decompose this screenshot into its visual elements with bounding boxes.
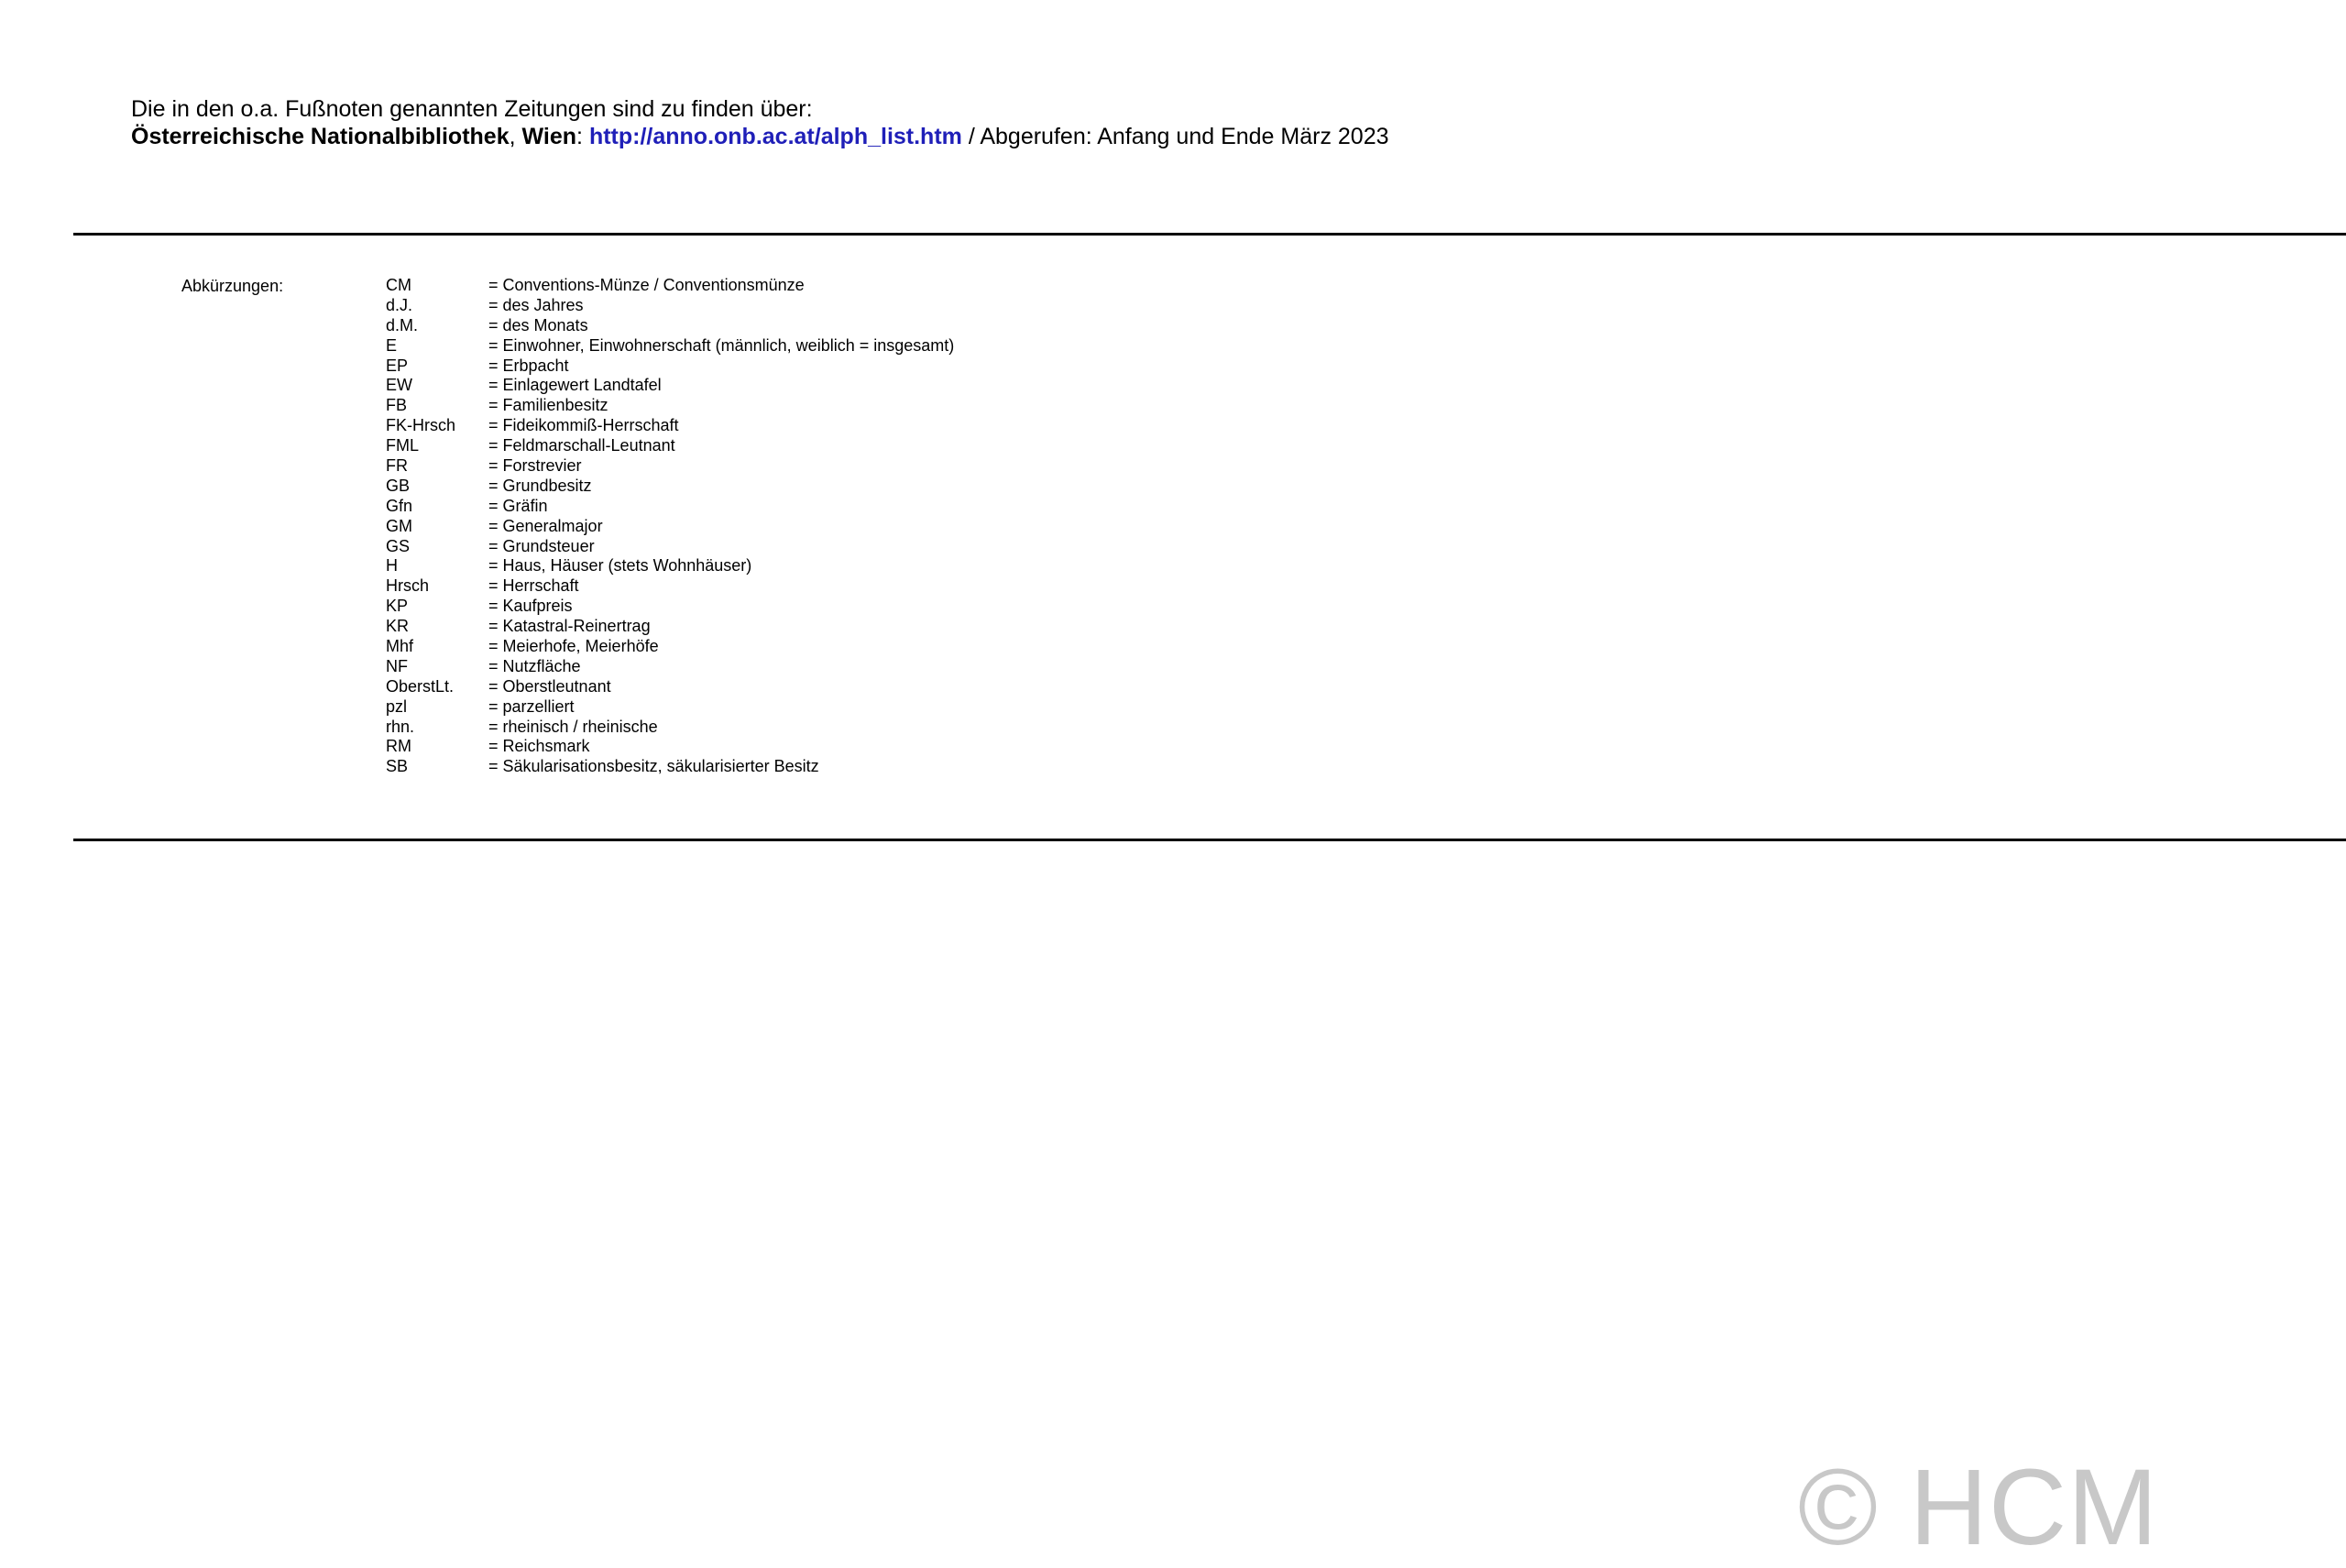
abbreviation-description: = Katastral-Reinertrag: [488, 617, 651, 636]
abbreviation-code: FML: [386, 436, 419, 455]
abbreviation-description: = Conventions-Münze / Conventionsmünze: [488, 276, 805, 294]
abbreviation-code: d.M.: [386, 315, 419, 334]
abbreviation-row: [386, 276, 954, 296]
abbreviation-code: EW: [386, 376, 412, 395]
abbreviation-description: = Oberstleutnant: [488, 676, 611, 696]
separator-colon: :: [576, 124, 589, 149]
abbreviation-code: GS: [386, 536, 411, 555]
abbreviation-description: = Säkularisationsbesitz, säkularisierter Besitz: [488, 757, 819, 776]
abbreviation-row: [386, 697, 954, 718]
abbreviation-row: [386, 497, 954, 517]
abbreviation-code: GB: [386, 476, 411, 495]
abbreviation-code: KR: [386, 617, 410, 636]
abbreviation-row: [386, 757, 954, 777]
abbreviation-row: [386, 396, 954, 416]
abbreviation-code: Hrsch: [386, 576, 430, 596]
abbreviation-row: [386, 677, 954, 697]
abbreviation-row: [386, 517, 954, 537]
copyright-watermark: © HCM: [1798, 1447, 2159, 1568]
institution-city: Wien: [521, 124, 577, 149]
abbreviation-code: GM: [386, 516, 412, 535]
abbreviation-code: FK-Hrsch: [386, 416, 455, 435]
abbreviation-description: = Haus, Häuser (stets Wohnhäuser): [488, 556, 752, 576]
abbreviation-code: SB: [386, 757, 409, 776]
abbreviation-code: FR: [386, 456, 408, 476]
abbreviation-code: pzl: [386, 696, 408, 716]
abbreviation-row: [386, 637, 954, 657]
abbreviation-code: EP: [386, 356, 409, 375]
abbreviation-description: = Herrschaft: [488, 576, 579, 596]
abbreviation-row: [386, 556, 954, 576]
retrieval-date: / Abgerufen: Anfang und Ende März 2023: [961, 124, 1389, 149]
sources-note: [131, 95, 1389, 150]
abbreviation-row: [386, 737, 954, 757]
abbreviation-description: = Einlagewert Landtafel: [488, 376, 662, 395]
abbreviation-row: [386, 376, 954, 396]
abbreviation-row: [386, 316, 954, 336]
abbreviation-description: = Grundsteuer: [488, 536, 595, 555]
abbreviation-description: = Familienbesitz: [488, 396, 608, 415]
sources-reference: [131, 123, 1389, 150]
institution-name: Österreichische Nationalbibliothek: [131, 124, 510, 149]
sources-intro: Die in den o.a. Fußnoten genannten Zeitungen sind zu finden über:: [131, 96, 813, 122]
abbreviation-row: [386, 296, 954, 316]
abbreviation-code: H: [386, 556, 398, 576]
abbreviation-description: = Meierhofe, Meierhöfe: [488, 637, 659, 656]
abbreviation-description: = des Monats: [488, 315, 588, 334]
abbreviation-row: [386, 537, 954, 557]
abbreviation-row: [386, 657, 954, 677]
separator-comma: ,: [509, 124, 522, 149]
abbreviation-row: [386, 356, 954, 377]
abbreviation-row: [386, 718, 954, 738]
abbreviation-code: RM: [386, 737, 411, 756]
abbreviation-row: [386, 416, 954, 436]
abbreviation-description: = Kaufpreis: [488, 597, 573, 616]
abbreviations-list: [386, 276, 954, 777]
abbreviation-description: = Erbpacht: [488, 356, 569, 375]
abbreviation-row: [386, 456, 954, 477]
abbreviation-description: = Nutzfläche: [488, 656, 581, 675]
abbreviation-description: = Feldmarschall-Leutnant: [488, 436, 675, 455]
abbreviation-description: = Generalmajor: [488, 516, 603, 535]
abbreviation-code: CM: [386, 276, 411, 294]
abbreviation-description: = Reichsmark: [488, 737, 590, 756]
abbreviations-label: Abkürzungen:: [181, 277, 284, 295]
abbreviation-description: = Einwohner, Einwohnerschaft (männlich, weiblich = insgesamt): [488, 335, 955, 355]
abbreviation-code: E: [386, 335, 398, 355]
abbreviation-description: = Grundbesitz: [488, 476, 592, 495]
abbreviation-code: d.J.: [386, 295, 413, 314]
abbreviation-row: [386, 477, 954, 497]
abbreviation-description: = parzelliert: [488, 696, 575, 716]
abbreviation-row: [386, 576, 954, 597]
abbreviation-description: = des Jahres: [488, 295, 584, 314]
abbreviation-code: rhn.: [386, 717, 415, 736]
anno-link[interactable]: http://anno.onb.ac.at/alph_list.htm: [588, 124, 962, 149]
abbreviation-description: = Forstrevier: [488, 456, 582, 476]
abbreviation-description: = Gräfin: [488, 496, 548, 515]
abbreviation-row: [386, 597, 954, 617]
abbreviation-code: OberstLt.: [386, 676, 455, 696]
abbreviation-code: FB: [386, 396, 408, 415]
abbreviation-row: [386, 436, 954, 456]
abbreviation-code: NF: [386, 656, 408, 675]
abbreviation-code: Gfn: [386, 496, 413, 515]
abbreviation-description: = Fideikommiß-Herrschaft: [488, 416, 679, 435]
abbreviation-row: [386, 336, 954, 356]
abbreviation-description: = rheinisch / rheinische: [488, 717, 658, 736]
top-divider: [73, 233, 2346, 236]
abbreviation-code: Mhf: [386, 637, 414, 656]
abbreviation-row: [386, 617, 954, 637]
abbreviation-code: KP: [386, 597, 409, 616]
bottom-divider: [73, 839, 2346, 841]
